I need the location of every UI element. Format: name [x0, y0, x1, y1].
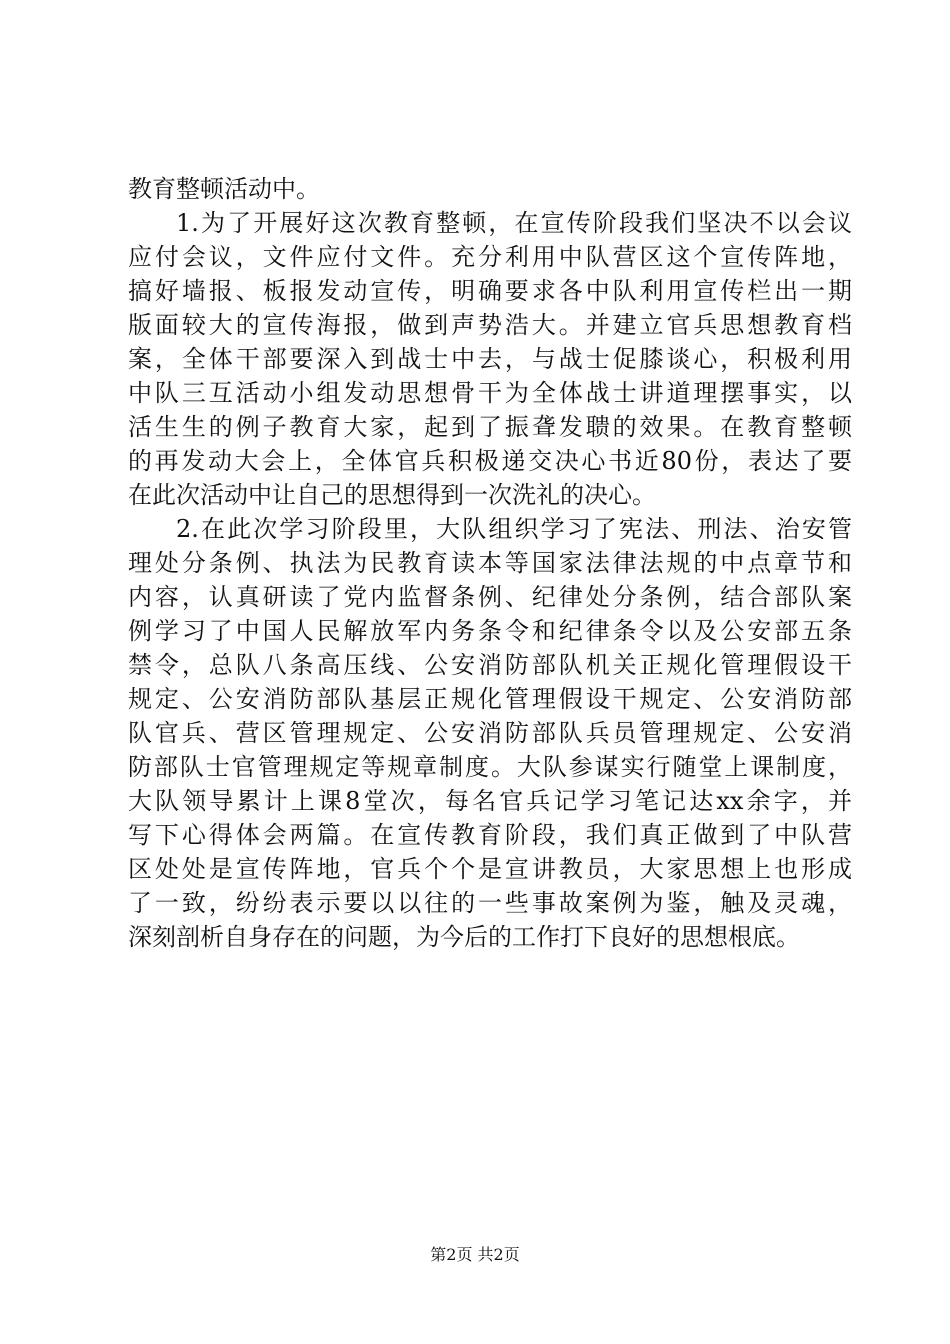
text-line: 大队领导累计上课8堂次，每名官兵记学习笔记达xx余字，并 [128, 787, 852, 815]
text-line: 写下心得体会两篇。在宣传教育阶段，我们真正做到了中队营 [128, 821, 852, 849]
text-line: 区处处是宣传阵地，官兵个个是宣讲教员，大家思想上也形成 [128, 855, 852, 883]
text-line: 在此次活动中让自己的思想得到一次洗礼的决心。 [128, 481, 656, 509]
document-body [128, 172, 852, 954]
text-line: 的再发动大会上，全体官兵积极递交决心书近80份，表达了要 [128, 447, 852, 475]
page-number-footer: 第2页 共2页 [430, 1245, 520, 1264]
text-line: 队官兵、营区管理规定、公安消防部队兵员管理规定、公安消 [128, 719, 852, 747]
text-line: 案，全体干部要深入到战士中去，与战士促膝谈心，积极利用 [128, 345, 852, 373]
text-line: 防部队士官管理规定等规章制度。大队参谋实行随堂上课制度， [128, 753, 852, 781]
paragraph-1-first-line: 1.为了开展好这次教育整顿，在宣传阶段我们坚决不以会议 [176, 209, 852, 237]
text-line: 了一致，纷纷表示要以以往的一些事故案例为鉴，触及灵魂， [128, 889, 852, 917]
paragraph-2-first-line: 2.在此次学习阶段里，大队组织学习了宪法、刑法、治安管 [176, 515, 852, 543]
text-line: 活生生的例子教育大家，起到了振聋发聩的效果。在教育整顿 [128, 413, 852, 441]
text-line: 中队三互活动小组发动思想骨干为全体战士讲道理摆事实，以 [128, 379, 852, 407]
text-line: 搞好墙报、板报发动宣传，明确要求各中队利用宣传栏出一期 [128, 277, 852, 305]
text-line: 内容，认真研读了党内监督条例、纪律处分条例，结合部队案 [128, 583, 852, 611]
text-line: 理处分条例、执法为民教育读本等国家法律法规的中点章节和 [128, 549, 852, 577]
text-line: 深刻剖析自身存在的问题，为今后的工作打下良好的思想根底。 [128, 923, 800, 951]
text-line: 应付会议，文件应付文件。充分利用中队营区这个宣传阵地， [128, 243, 852, 271]
text-line: 规定、公安消防部队基层正规化管理假设干规定、公安消防部 [128, 685, 852, 713]
text-line: 例学习了中国人民解放军内务条令和纪律条令以及公安部五条 [128, 617, 852, 645]
text-line: 教育整顿活动中。 [128, 175, 320, 203]
text-line: 禁令，总队八条高压线、公安消防部队机关正规化管理假设干 [128, 651, 852, 679]
text-line: 版面较大的宣传海报，做到声势浩大。并建立官兵思想教育档 [128, 311, 852, 339]
